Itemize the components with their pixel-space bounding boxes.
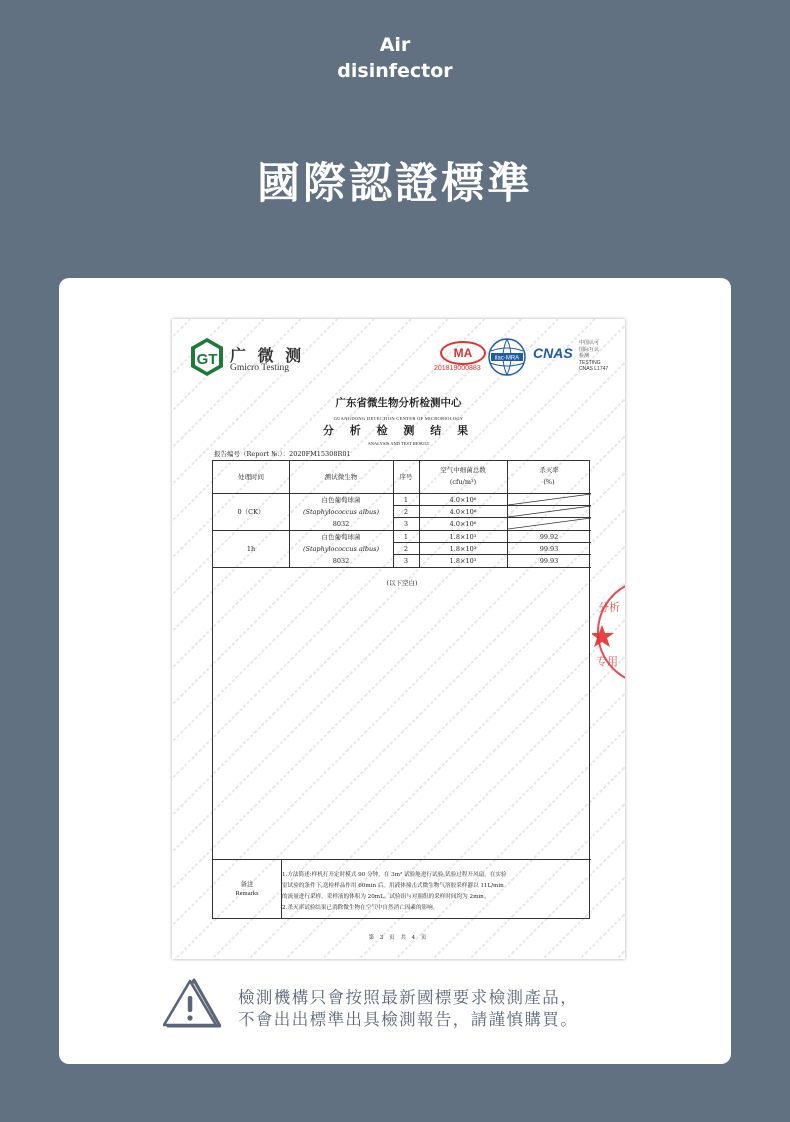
table-cell-count: 4.0×10⁶ [449, 520, 477, 528]
group-time: 1h [246, 545, 256, 553]
remarks-label-cn: 备注 [240, 880, 254, 888]
table-cell-rate: 99.93 [539, 545, 559, 553]
ilac-mra-globe-icon [487, 337, 527, 377]
col-header-rate-unit: (%) [543, 478, 555, 486]
page-number: 第 3 页 共 4 页 [368, 935, 429, 941]
report-heading-en: GUANGDONG DETECTION CENTER OF MICROBIOLOGY [333, 416, 464, 421]
col-header-seq: 序号 [399, 473, 413, 481]
table-cell-seq: 2 [403, 508, 409, 516]
remarks-line: 1.方法简述:样机打开定时模式 90 分钟，在 3m³ 试验舱进行试验,试验过程开风扇。在实验 [282, 872, 507, 878]
remarks-label-en: Remarks [235, 890, 259, 897]
table-cell-rate: 99.92 [539, 533, 559, 541]
warning-message [238, 987, 578, 1031]
ilac-label: ilac-MRA [494, 355, 520, 362]
table-cell-count: 1.8×10³ [449, 545, 477, 553]
table-cell-rate: 99.93 [539, 557, 559, 565]
warning-line-1: 檢測機構只會按照最新國標要求檢測產品， [238, 988, 579, 1007]
blank-note: (以下空白) [386, 579, 418, 587]
report-subheading-en: ANALYSIS AND TEST RESULT [367, 441, 430, 446]
table-cell-count: 4.0×10⁶ [449, 508, 477, 516]
table-cell-seq: 2 [403, 545, 409, 553]
cnas-mark: CNAS [533, 345, 573, 361]
col-header-count-unit: (cfu/m³) [449, 478, 477, 486]
cnas-sub-line: CNAS L1747 [579, 366, 609, 372]
table-cell-seq: 3 [403, 520, 409, 528]
table-cell-count: 1.8×10³ [449, 557, 477, 565]
remarks-line: 2.杀灭率试验结果已消除微生物在空气中自然消亡因素的影响。 [282, 905, 439, 911]
svg-text:GT: GT [196, 351, 218, 368]
organism-latin: (Staphylococcus albus) [302, 545, 380, 553]
cnas-subtext [579, 340, 608, 373]
report-subheading-cn: 分 析 检 测 结 果 [322, 424, 475, 437]
warning-triangle-icon [163, 976, 221, 1028]
col-header-organism: 测试微生物 [324, 473, 358, 481]
cnas-sub-line: 检测 [579, 353, 590, 359]
report-heading-cn: 广东省微生物分析检测中心 [335, 397, 462, 409]
brand-label [0, 32, 790, 84]
cnas-sub-line: 国际互认 [579, 346, 600, 353]
table-cell-seq: 1 [403, 533, 409, 541]
organism-strain: 8032 [332, 557, 350, 565]
warning-line-2: 不會出出標準出具檢測報告，請謹慎購買。 [238, 1010, 579, 1029]
organism-name: 白色葡萄球菌 [321, 533, 361, 541]
company-name-en: Gmicro Testing [230, 363, 290, 373]
test-report-document [172, 319, 625, 959]
gmicro-logo-icon [190, 337, 224, 377]
cnas-sub-line: TESTING [579, 359, 601, 366]
organism-name: 白色葡萄球菌 [321, 496, 361, 504]
stamp-text: 专用 [596, 655, 618, 668]
report-number: 报告编号（Report №.）：2020FM15308R01 [214, 450, 351, 458]
remarks-line: 室试验的条件下,送检样品作用 60min 后。用液体撞击式微生物气溶胶采样器以 11L/min [282, 883, 504, 889]
table-cell-seq: 3 [403, 557, 409, 565]
col-header-time: 处理时间 [238, 473, 264, 481]
table-cell-count: 1.8×10³ [449, 533, 477, 541]
organism-latin: (Staphylococcus albus) [302, 508, 380, 516]
table-cell-seq: 1 [403, 496, 409, 504]
red-seal-stamp [592, 577, 625, 687]
cma-number: 201819000883 [434, 365, 481, 372]
group-time: 0（CK） [237, 508, 265, 516]
stamp-text: 分析 [598, 601, 620, 614]
brand-line-2: disinfector [337, 60, 453, 82]
col-header-rate: 杀灭率 [539, 466, 559, 474]
page-title: 國際認證標準 [257, 159, 533, 209]
empty-rate-slashes [508, 494, 591, 530]
company-name-cn: 广 微 测 [230, 346, 305, 365]
brand-line-1: Air [379, 34, 411, 56]
remarks-text [282, 870, 588, 914]
table-cell-count: 4.0×10⁶ [449, 496, 477, 504]
results-table [212, 460, 590, 919]
remarks-line: 的流量进行采样。采样液的体积为 20mL。试验组与对照组的采样时间均为 2min。 [282, 894, 490, 900]
cnas-sub-line: 中国认可 [579, 340, 600, 346]
cma-mark: MA [440, 341, 486, 365]
organism-strain: 8032 [332, 520, 350, 528]
col-header-count: 空气中细菌总数 [440, 466, 486, 474]
